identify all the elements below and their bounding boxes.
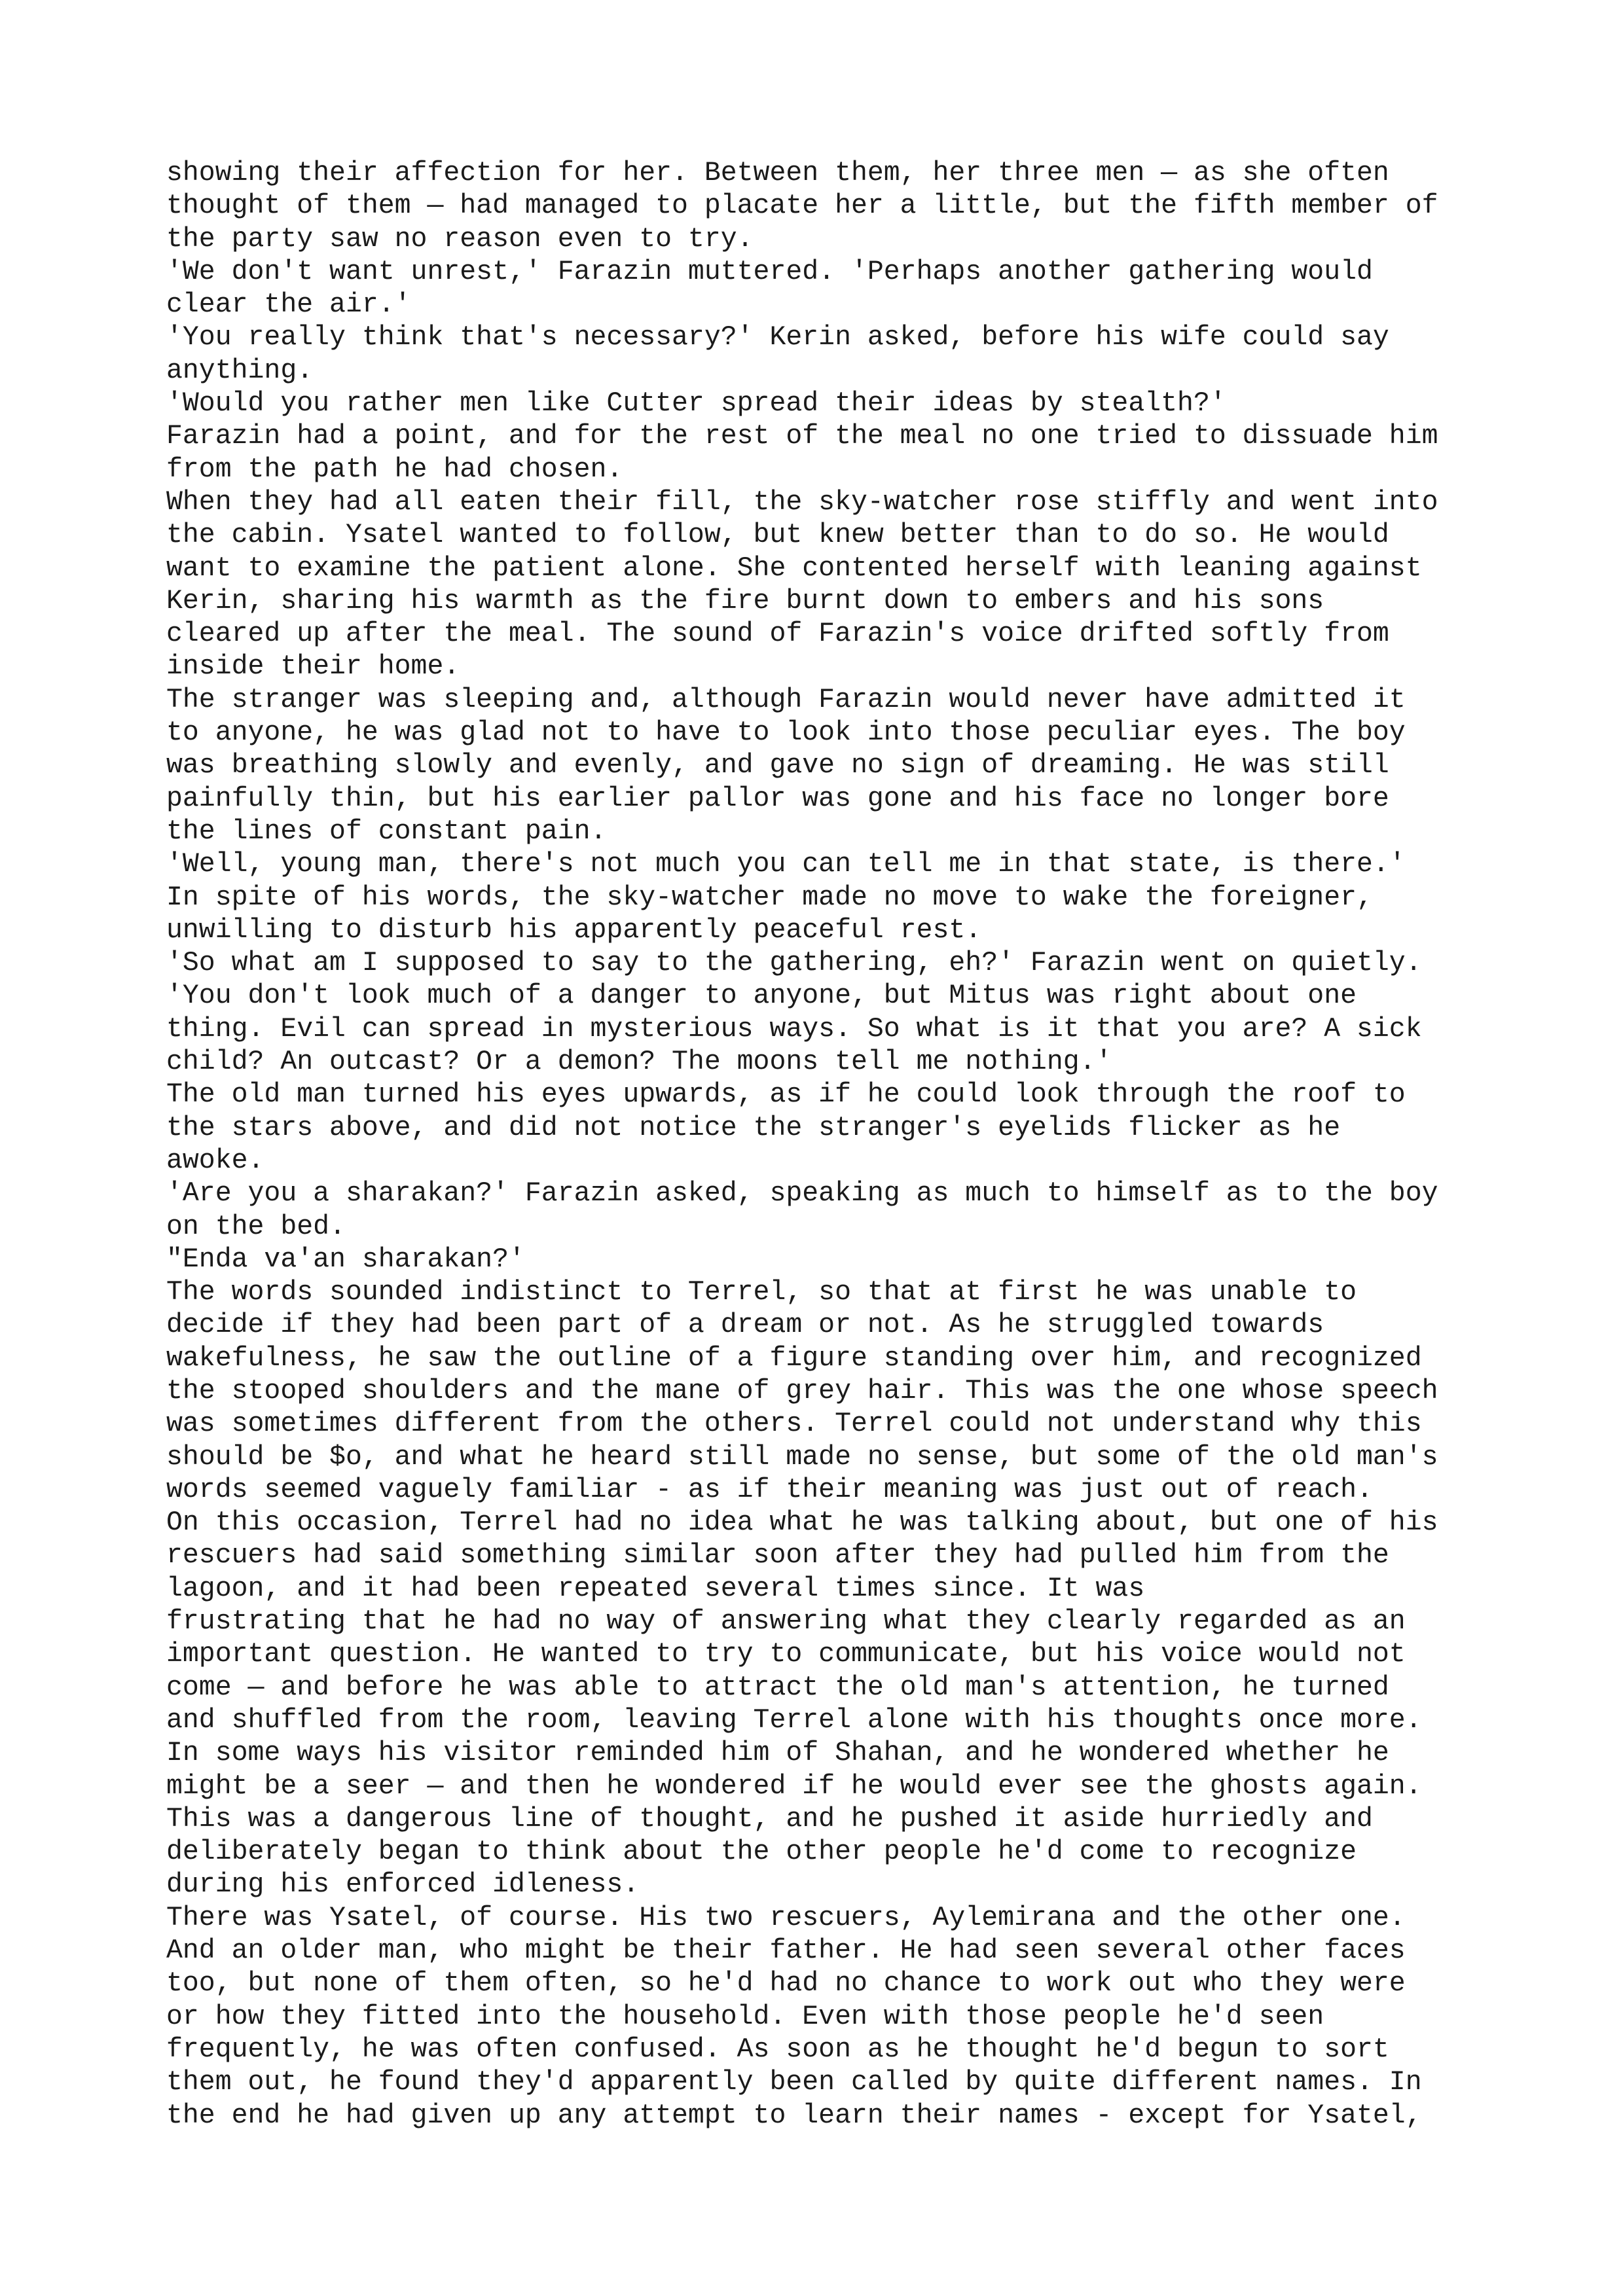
text-line: Farazin had a point, and for the rest of the meal no one tried to dissuade him (166, 421, 1438, 452)
document-page (166, 157, 1528, 2160)
text-line: "Enda va'an sharakan?' (166, 1244, 525, 1275)
text-line: 'Would you rather men like Cutter spread their ideas by stealth?' (166, 388, 1226, 420)
text-line: painfully thin, but his earlier pallor was gone and his face no longer bore (166, 783, 1389, 814)
text-line: decide if they had been part of a dream or not. As he struggled towards (166, 1310, 1324, 1341)
text-line: thought of them — had managed to placate her a little, but the fifth member of (166, 190, 1438, 222)
text-line: was sometimes different from the others. Terrel could not understand why this (166, 1408, 1422, 1440)
text-line: wakefulness, he saw the outline of a figure standing over him, and recognized (166, 1342, 1422, 1374)
text-line: 'Well, young man, there's not much you can tell me in that state, is there.' (166, 849, 1406, 880)
text-line: awoke. (166, 1145, 264, 1176)
text-line: 'You really think that's necessary?' Kerin asked, before his wife could say (166, 322, 1389, 353)
text-line: inside their home. (166, 651, 460, 683)
text-line: important question. He wanted to try to communicate, but his voice would not (166, 1639, 1406, 1670)
text-line: words seemed vaguely familiar - as if their meaning was just out of reach. (166, 1474, 1373, 1505)
text-line: the end he had given up any attempt to learn their names - except for Ysatel, (166, 2100, 1422, 2131)
text-line: was breathing slowly and evenly, and gave no sign of dreaming. He was still (166, 750, 1389, 781)
text-line: cleared up after the meal. The sound of Farazin's voice drifted softly from (166, 619, 1389, 650)
text-line: 'We don't want unrest,' Farazin muttered. 'Perhaps another gathering would (166, 256, 1373, 287)
text-line: clear the air.' (166, 289, 411, 321)
text-line: When they had all eaten their fill, the sky-watcher rose stiffly and went into (166, 486, 1438, 518)
text-line: want to examine the patient alone. She contented herself with leaning against (166, 552, 1422, 584)
text-line: The old man turned his eyes upwards, as if he could look through the roof to (166, 1079, 1406, 1111)
text-line: showing their affection for her. Between them, her three men — as she often (166, 158, 1389, 188)
text-line: and shuffled from the room, leaving Terrel alone with his thoughts once more. (166, 1704, 1422, 1736)
text-line: should be $o, and what he heard still made no sense, but some of the old man's (166, 1441, 1438, 1473)
text-line: on the bed. (166, 1211, 346, 1242)
text-line: This was a dangerous line of thought, and he pushed it aside hurriedly and (166, 1803, 1373, 1835)
text-line: to anyone, he was glad not to have to look into those peculiar eyes. The boy (166, 717, 1406, 749)
text-line: The stranger was sleeping and, although Farazin would never have admitted it (166, 684, 1406, 715)
text-line: too, but none of them often, so he'd had no chance to work out who they were (166, 1968, 1406, 2000)
text-line: the lines of constant pain. (166, 816, 607, 847)
text-line: deliberately began to think about the other people he'd come to recognize (166, 1837, 1357, 1868)
text-line: or how they fitted into the household. Even with those people he'd seen (166, 2001, 1324, 2032)
text-line: In spite of his words, the sky-watcher made no move to wake the foreigner, (166, 882, 1373, 913)
text-line: come — and before he was able to attract the old man's attention, he turned (166, 1672, 1389, 1703)
text-line: There was Ysatel, of course. His two rescuers, Aylemirana and the other one. (166, 1902, 1406, 1933)
text-line: from the path he had chosen. (166, 454, 623, 485)
text-line: And an older man, who might be their father. He had seen several other faces (166, 1935, 1406, 1967)
text-line: the stooped shoulders and the mane of grey hair. This was the one whose speech (166, 1375, 1438, 1407)
text-line: 'Are you a sharakan?' Farazin asked, speaking as much to himself as to the boy (166, 1178, 1438, 1210)
text-line: the cabin. Ysatel wanted to follow, but knew better than to do so. He would (166, 520, 1389, 551)
text-line: unwilling to disturb his apparently peaceful rest. (166, 914, 982, 946)
text-line: during his enforced idleness. (166, 1869, 640, 1901)
text-line: rescuers had said something similar soon after they had pulled him from the (166, 1540, 1389, 1571)
text-line: lagoon, and it had been repeated several times since. It was (166, 1573, 1145, 1604)
text-line: In some ways his visitor reminded him of Shahan, and he wondered whether he (166, 1738, 1389, 1769)
text-line: Kerin, sharing his warmth as the fire burnt down to embers and his sons (166, 585, 1324, 617)
text-line: child? An outcast? Or a demon? The moons tell me nothing.' (166, 1047, 1112, 1078)
text-line: the stars above, and did not notice the stranger's eyelids flicker as he (166, 1112, 1341, 1143)
text-line: On this occasion, Terrel had no idea what he was talking about, but one of his (166, 1507, 1438, 1539)
text-line: might be a seer — and then he wondered if he would ever see the ghosts again. (166, 1770, 1422, 1802)
text-line: The words sounded indistinct to Terrel, so that at first he was unable to (166, 1277, 1357, 1308)
text-line: 'You don't look much of a danger to anyone, but Mitus was right about one (166, 980, 1357, 1012)
text-line: frequently, he was often confused. As soon as he thought he'd begun to sort (166, 2034, 1389, 2065)
text-line: them out, he found they'd apparently been called by quite different names. In (166, 2067, 1422, 2098)
text-line: thing. Evil can spread in mysterious ways. So what is it that you are? A sick (166, 1013, 1422, 1045)
text-line: 'So what am I supposed to say to the gathering, eh?' Farazin went on quietly. (166, 948, 1422, 979)
text-line: anything. (166, 355, 314, 386)
text-line: the party saw no reason even to try. (166, 223, 754, 255)
text-line: frustrating that he had no way of answering what they clearly regarded as an (166, 1606, 1406, 1638)
